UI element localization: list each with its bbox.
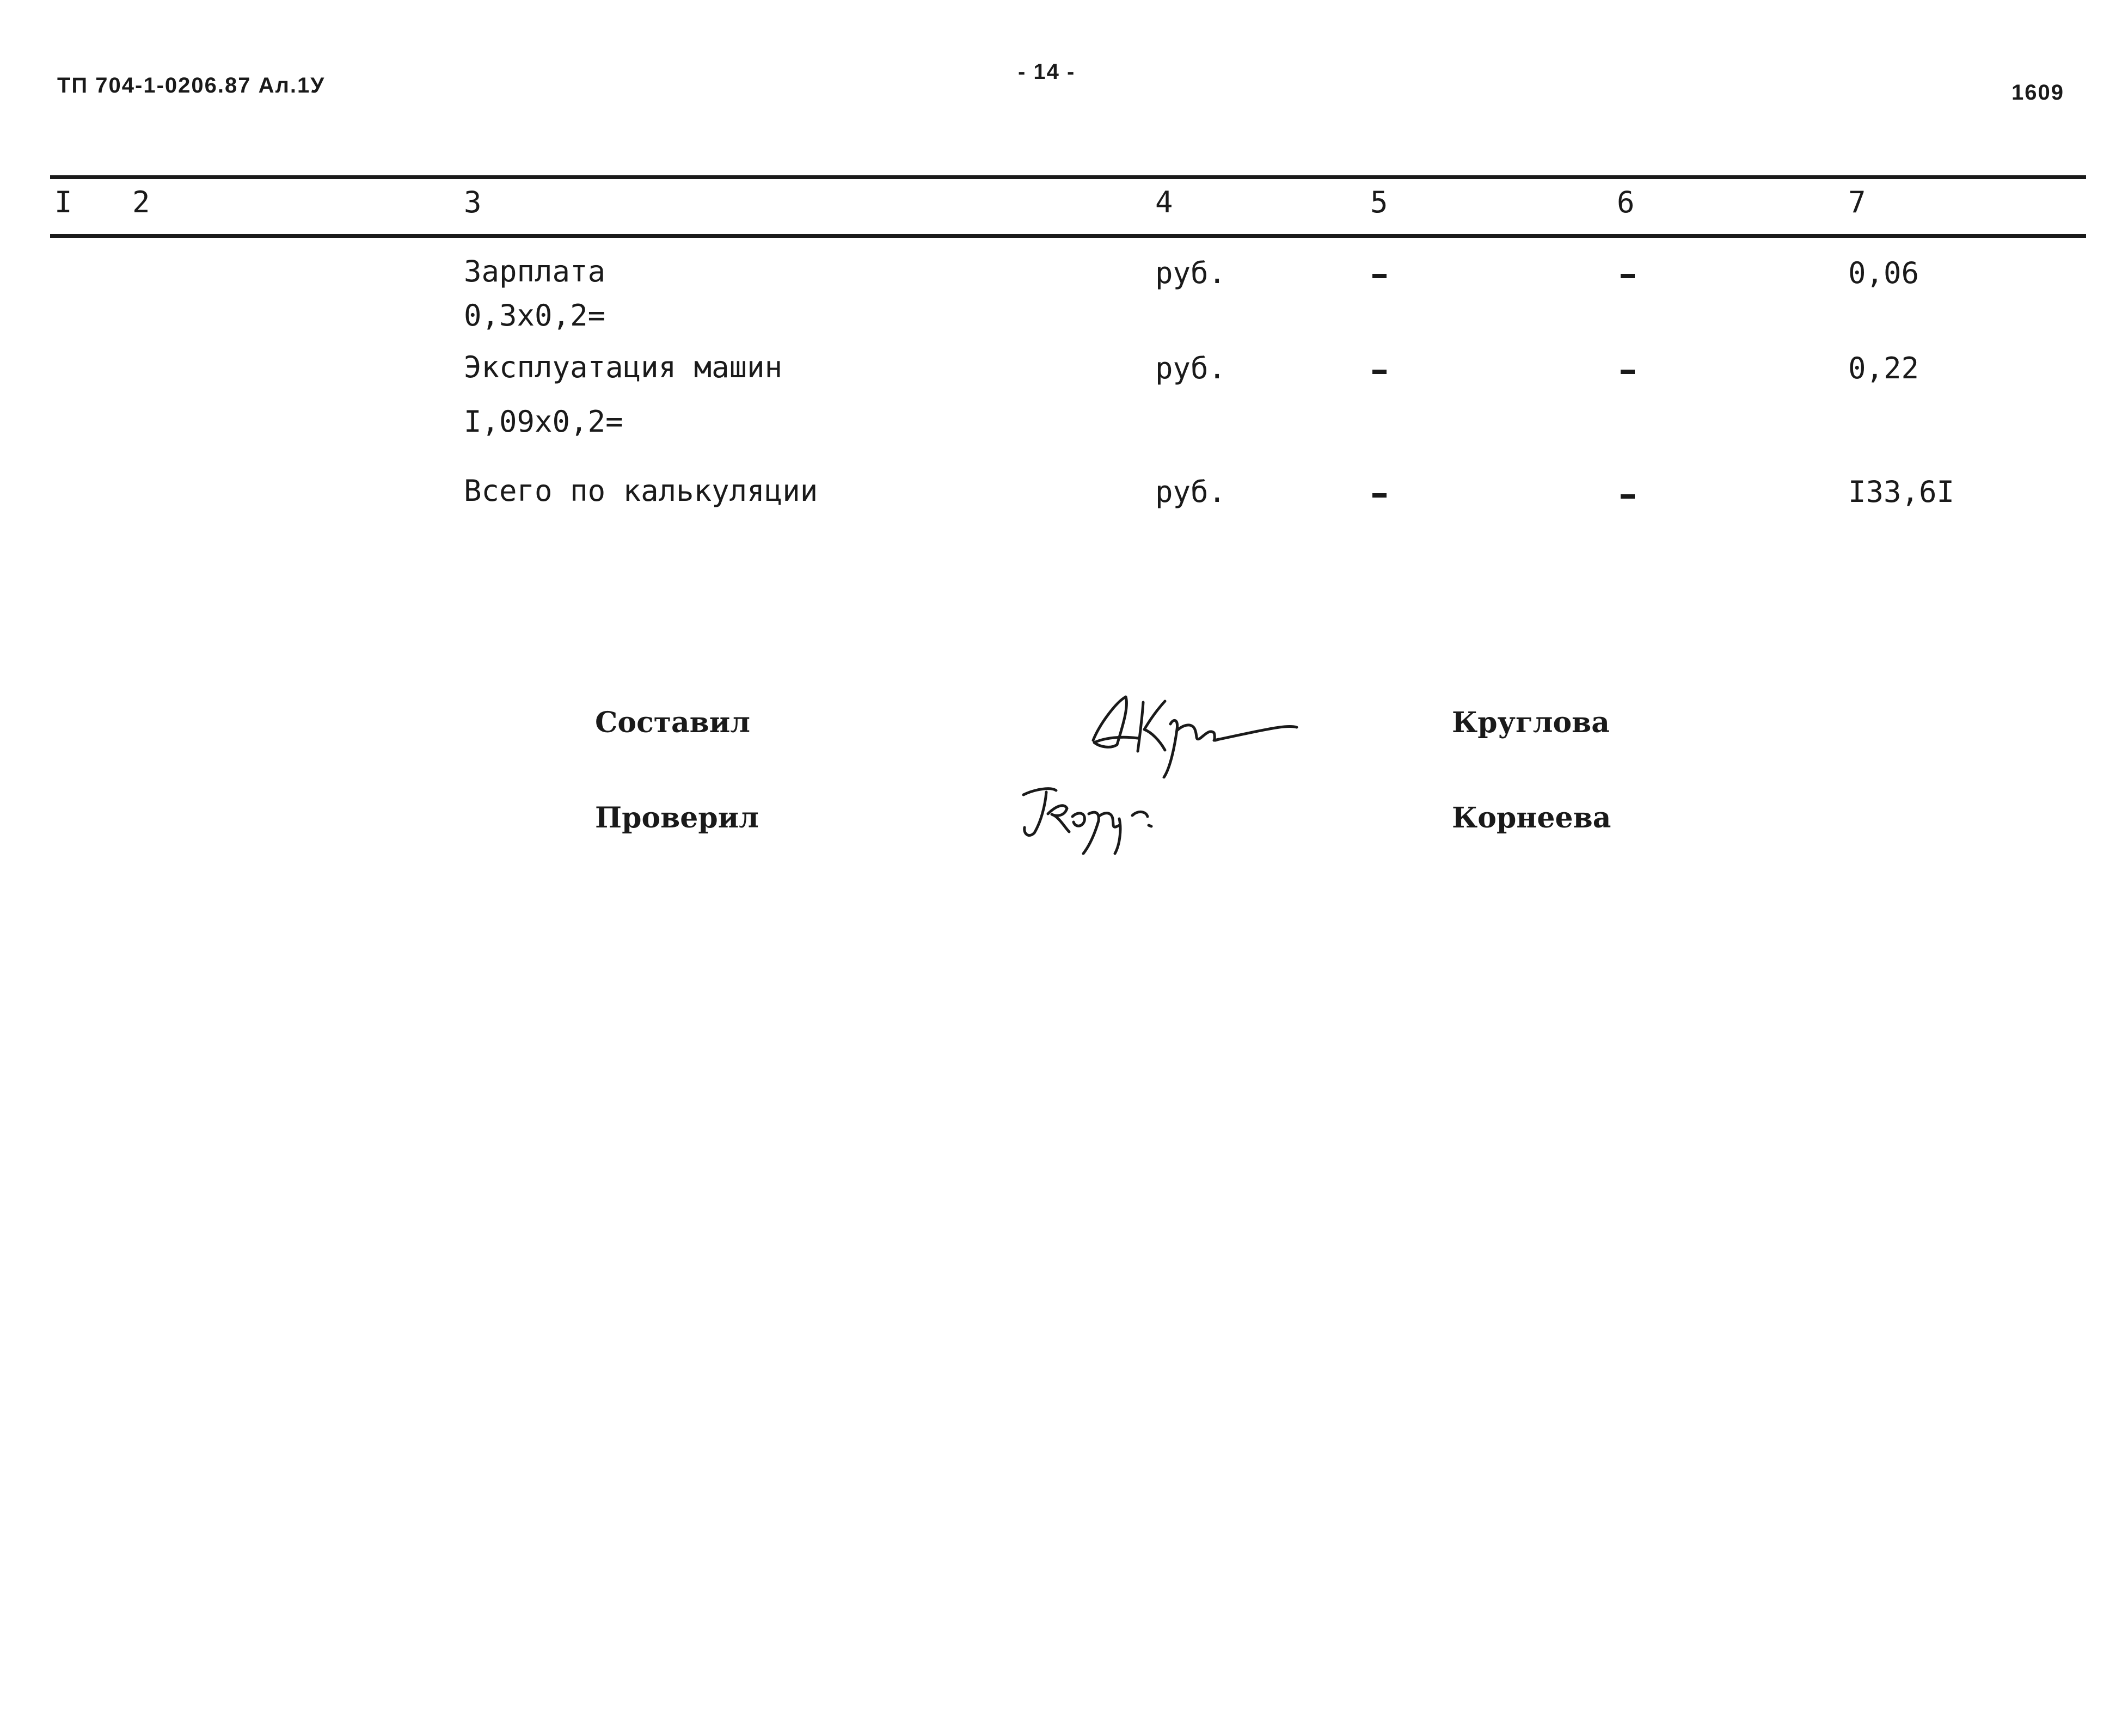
row-value: 0,06 [1848, 256, 1919, 290]
checked-by-label: Проверил [595, 801, 759, 835]
checked-handwritten-signature [1013, 773, 1187, 855]
row-dash-col6 [1621, 494, 1635, 499]
row-dash-col6 [1621, 274, 1635, 278]
compiled-by-label: Составил [595, 706, 751, 739]
row-dash-col5 [1372, 370, 1387, 374]
row-item-name: Эксплуатация машин [464, 350, 783, 384]
row-unit: руб. [1155, 256, 1226, 290]
column-header-5: 5 [1370, 185, 1388, 219]
row-dash-col5 [1372, 493, 1387, 498]
row-item-name: Зарплата [464, 254, 606, 289]
row-dash-col5 [1372, 274, 1387, 278]
table-header-rule [50, 234, 2086, 238]
row-value: I33,6I [1848, 475, 1955, 509]
checked-by-name: Корнеева [1452, 801, 1611, 835]
column-header-6: 6 [1617, 185, 1635, 219]
row-value: 0,22 [1848, 351, 1919, 385]
document-code: ТП 704-1-0206.87 Ал.1У [57, 73, 326, 97]
sheet-number: 1609 [2011, 81, 2064, 105]
column-header-1: I [54, 185, 72, 219]
compiled-handwritten-signature [1083, 686, 1301, 778]
row-dash-col6 [1621, 370, 1635, 374]
column-header-3: 3 [464, 185, 482, 219]
table-top-rule [50, 175, 2086, 179]
compiled-by-name: Круглова [1452, 706, 1610, 739]
row-item-formula: I,09x0,2= [464, 404, 623, 439]
column-header-4: 4 [1155, 185, 1173, 219]
page-number: - 14 - [1018, 60, 1076, 84]
row-item-name: Всего по калькуляции [464, 474, 818, 508]
row-unit: руб. [1155, 351, 1226, 385]
row-unit: руб. [1155, 475, 1226, 509]
row-item-formula: 0,3x0,2= [464, 298, 606, 333]
column-header-2: 2 [132, 185, 150, 219]
column-header-7: 7 [1848, 185, 1866, 219]
